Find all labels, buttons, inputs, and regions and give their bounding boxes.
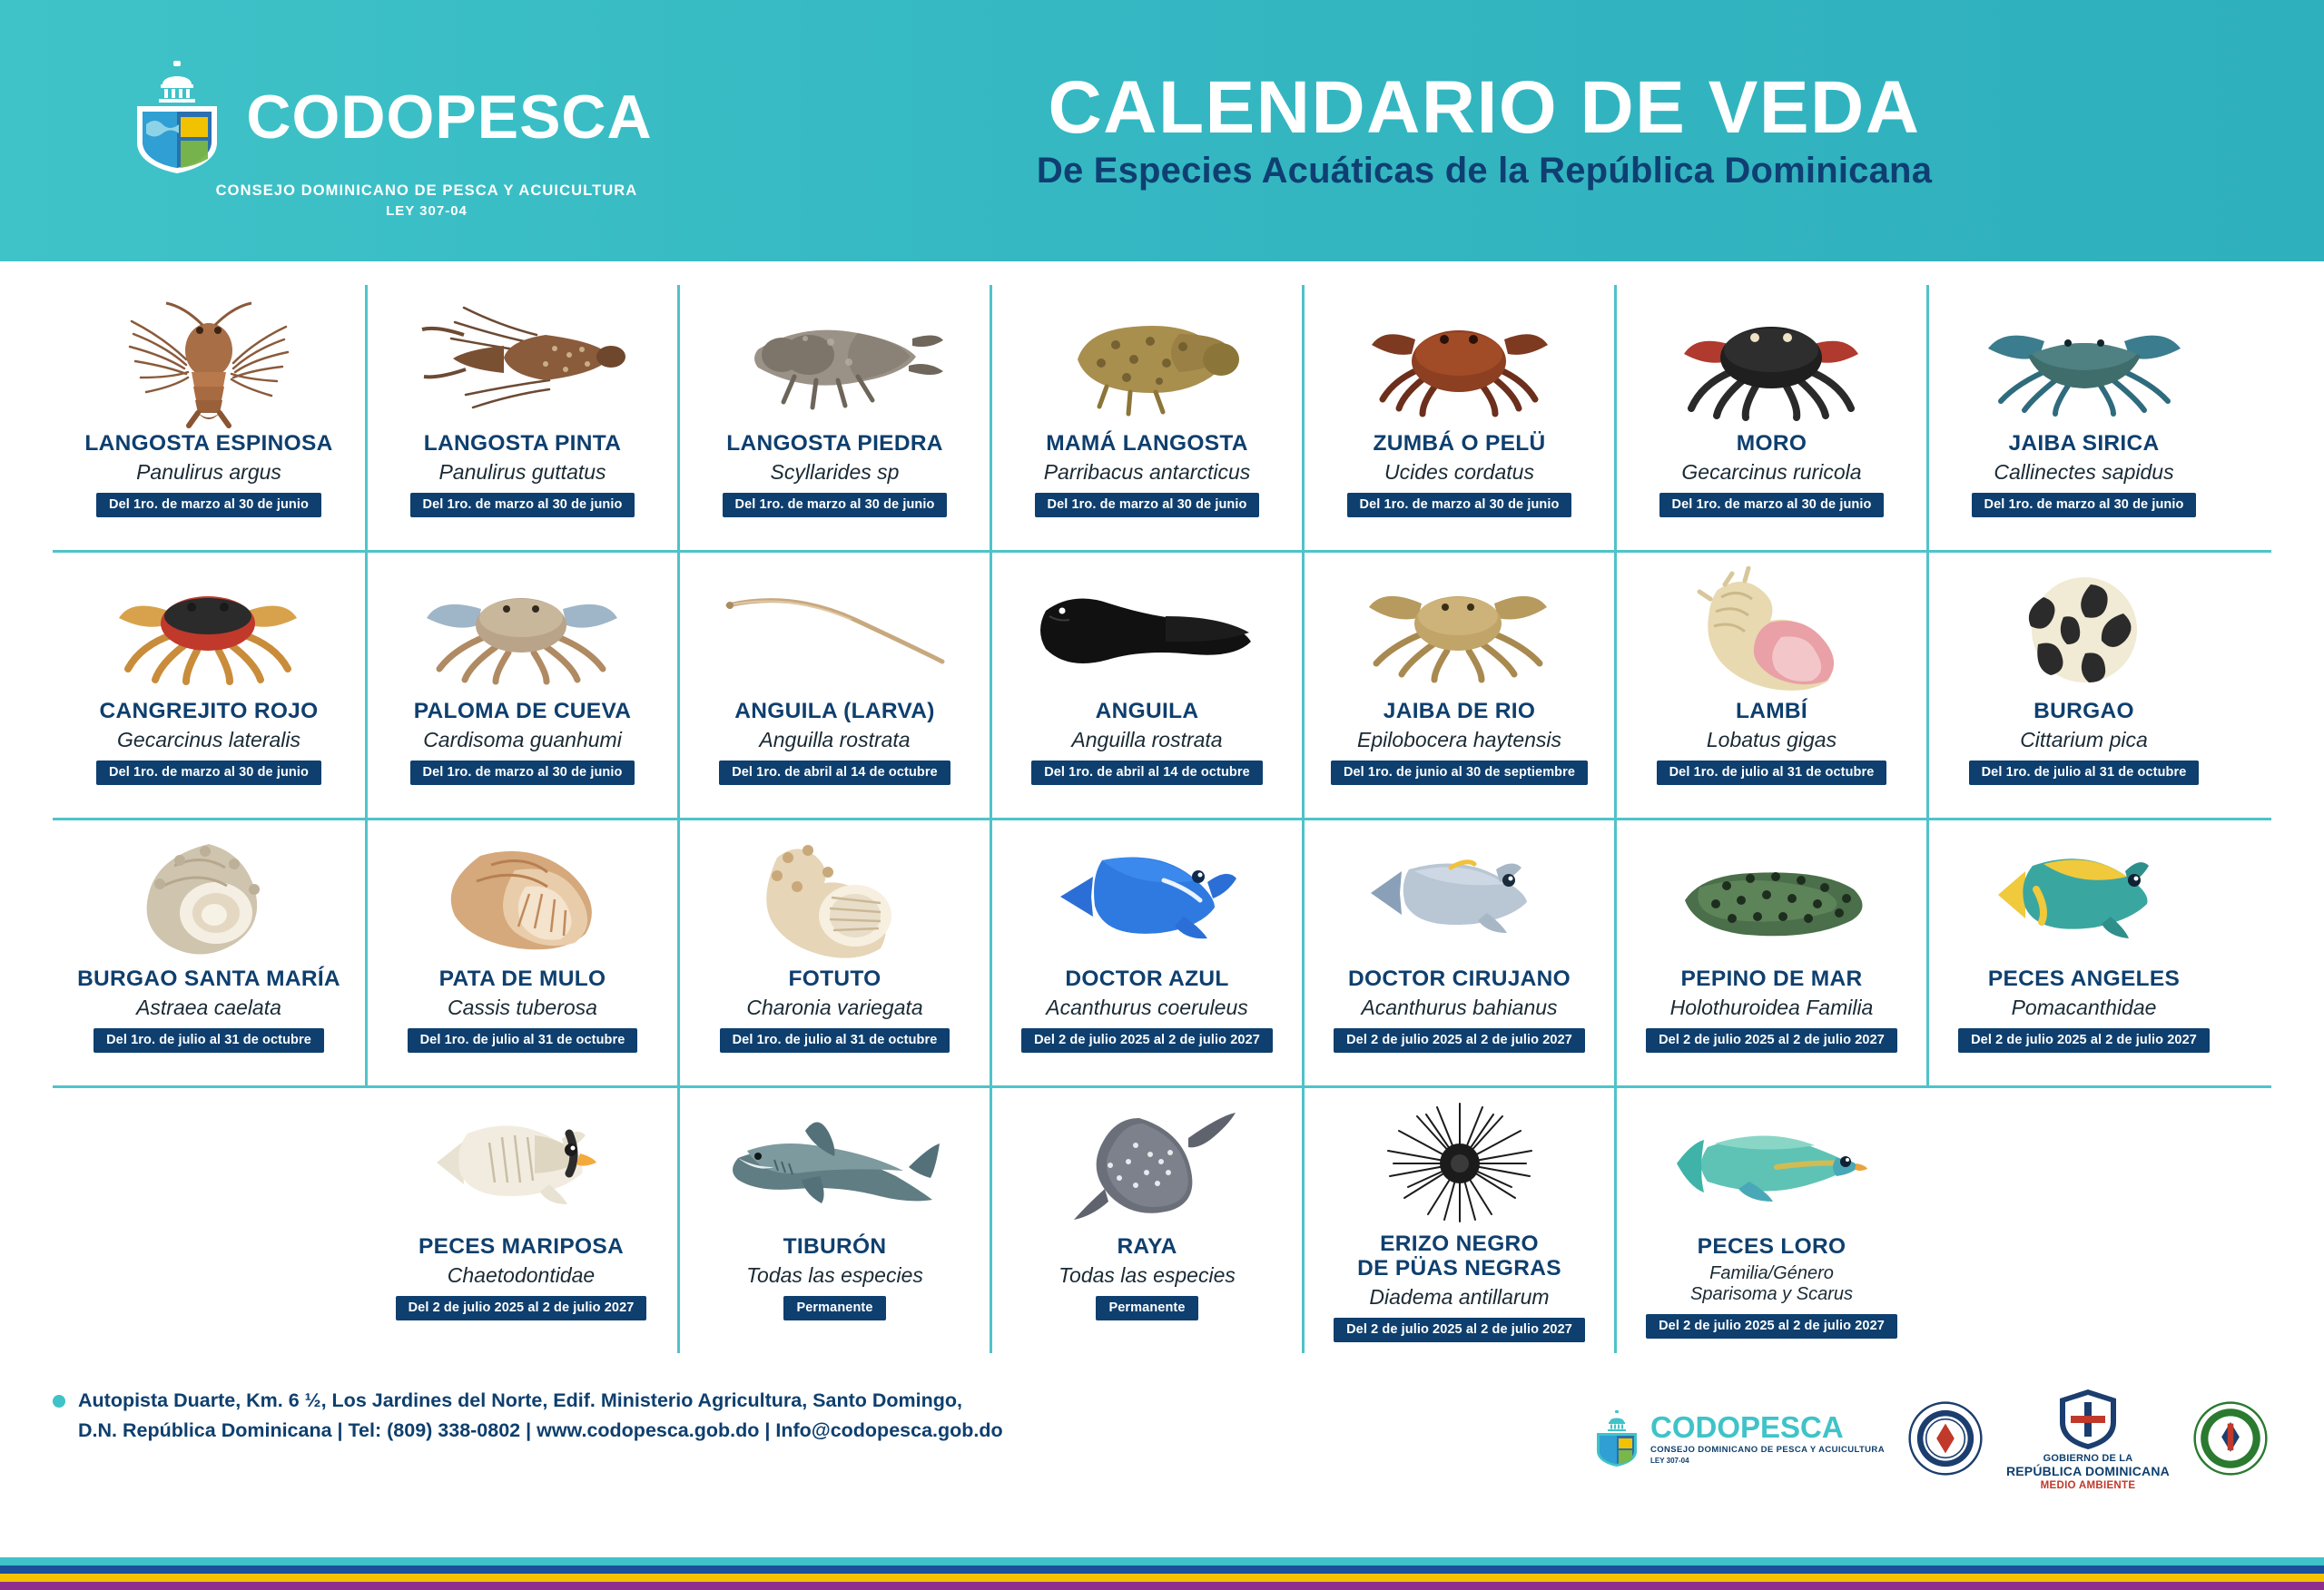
- species-scientific-name: Familia/Género Sparisoma y Scarus: [1690, 1262, 1853, 1304]
- closure-period-badge: Del 2 de julio 2025 al 2 de julio 2027: [1958, 1028, 2210, 1053]
- species-card: [990, 285, 1302, 550]
- species-scientific-name: Astraea caelata: [136, 995, 281, 1019]
- species-scientific-name: Gecarcinus lateralis: [117, 727, 300, 751]
- fish-blue-tang-icon: [998, 829, 1296, 966]
- species-scientific-name: Todas las especies: [1059, 1262, 1236, 1287]
- gov-line-2: REPÚBLICA DOMINICANA: [2005, 1464, 2170, 1478]
- closure-period-badge: Permanente: [1096, 1296, 1197, 1320]
- urchin-icon: [1310, 1097, 1609, 1231]
- footer-brand-subtitle: CONSEJO DOMINICANO DE PESCA Y ACUICULTURA: [1649, 1445, 1885, 1455]
- species-card: [1614, 1088, 1926, 1353]
- closure-period-badge: Del 1ro. de marzo al 30 de junio: [1035, 493, 1260, 517]
- species-common-name: ANGUILA: [1095, 699, 1199, 723]
- fish-parrot-icon: [1622, 1097, 1921, 1233]
- ray-icon: [998, 1097, 1296, 1233]
- footer-logos: [1592, 1386, 2271, 1491]
- species-scientific-name: Panulirus argus: [136, 459, 281, 484]
- species-common-name: ERIZO NEGRO DE PÜAS NEGRAS: [1357, 1231, 1561, 1281]
- closure-period-badge: Del 1ro. de marzo al 30 de junio: [410, 761, 635, 785]
- species-scientific-name: Diadema antillarum: [1369, 1284, 1550, 1309]
- crab-blue-icon: [1935, 294, 2233, 430]
- species-common-name: LANGOSTA PINTA: [423, 431, 622, 456]
- species-card: [1302, 820, 1614, 1085]
- closure-period-badge: Del 1ro. de julio al 31 de octubre: [1657, 761, 1887, 785]
- species-scientific-name: Scyllarides sp: [770, 459, 900, 484]
- address-line-1: Autopista Duarte, Km. 6 ½, Los Jardines del Norte, Edif. Ministerio Agricultura, Santo Domingo,: [78, 1389, 962, 1411]
- species-scientific-name: Acanthurus bahianus: [1361, 995, 1558, 1019]
- page-header: [0, 0, 2324, 261]
- species-common-name: DOCTOR CIRUJANO: [1348, 967, 1571, 991]
- species-card: [1926, 553, 2239, 818]
- triton-shell-icon: [685, 829, 984, 966]
- species-common-name: LAMBÍ: [1735, 699, 1808, 723]
- closure-period-badge: Del 1ro. de julio al 31 de octubre: [94, 1028, 324, 1053]
- species-card: [677, 285, 990, 550]
- dominican-crest-icon: [2054, 1386, 2122, 1453]
- brand-law: LEY 307-04: [386, 203, 468, 219]
- environment-seal-icon: [2193, 1401, 2268, 1476]
- shark-icon: [685, 1097, 984, 1233]
- codopesca-shield-icon: [128, 59, 226, 175]
- species-card: [365, 285, 677, 550]
- closure-period-badge: Del 1ro. de marzo al 30 de junio: [1659, 493, 1885, 517]
- species-scientific-name: Epilobocera haytensis: [1356, 727, 1562, 751]
- bottom-color-bars: [0, 1557, 2324, 1590]
- codopesca-shield-icon-small: [1592, 1409, 1641, 1467]
- closure-period-badge: Del 1ro. de julio al 31 de octubre: [1969, 761, 2200, 785]
- species-common-name: PATA DE MULO: [438, 967, 606, 991]
- species-card: [1302, 553, 1614, 818]
- codopesca-brand: [0, 43, 781, 219]
- species-scientific-name: Anguilla rostrata: [759, 727, 911, 751]
- color-bar-2: [0, 1565, 2324, 1574]
- armada-seal-icon: [1908, 1401, 1983, 1476]
- species-card: [1614, 820, 1926, 1085]
- species-common-name: PEPINO DE MAR: [1680, 967, 1863, 991]
- species-common-name: JAIBA SIRICA: [2008, 431, 2160, 456]
- species-scientific-name: Charonia variegata: [746, 995, 923, 1019]
- lobster-mother-icon: [998, 294, 1296, 430]
- species-card: [1926, 820, 2239, 1085]
- species-card: [53, 285, 365, 550]
- species-grid: [0, 261, 2324, 1353]
- closure-period-badge: Del 1ro. de marzo al 30 de junio: [1347, 493, 1572, 517]
- species-row: [53, 285, 2271, 550]
- species-card: [53, 553, 365, 818]
- species-common-name: BURGAO SANTA MARÍA: [77, 967, 340, 991]
- closure-period-badge: Del 1ro. de abril al 14 de octubre: [1031, 761, 1263, 785]
- species-card: [1302, 1088, 1614, 1353]
- footer-brand-law: LEY 307-04: [1649, 1457, 1689, 1465]
- lobster-spotted-icon: [373, 294, 672, 430]
- crab-red-icon: [1310, 294, 1609, 430]
- species-card: [53, 820, 365, 1085]
- species-card: [365, 553, 677, 818]
- species-common-name: JAIBA DE RIO: [1383, 699, 1536, 723]
- species-scientific-name: Holothuroidea Familia: [1669, 995, 1874, 1019]
- species-common-name: ANGUILA (LARVA): [734, 699, 935, 723]
- species-row: [53, 550, 2271, 818]
- closure-period-badge: Del 1ro. de marzo al 30 de junio: [723, 493, 948, 517]
- species-common-name: PECES MARIPOSA: [418, 1234, 625, 1259]
- species-row: [53, 1085, 2271, 1353]
- species-card: [1614, 553, 1926, 818]
- government-logo: [2006, 1386, 2170, 1491]
- species-card: [1302, 285, 1614, 550]
- closure-period-badge: Del 2 de julio 2025 al 2 de julio 2027: [1334, 1318, 1585, 1342]
- closure-period-badge: Del 2 de julio 2025 al 2 de julio 2027: [1646, 1028, 1897, 1053]
- closure-period-badge: Del 2 de julio 2025 al 2 de julio 2027: [396, 1296, 647, 1320]
- species-scientific-name: Chaetodontidae: [447, 1262, 596, 1287]
- empty-cell: [53, 1088, 365, 1353]
- closure-period-badge: Del 1ro. de julio al 31 de octubre: [720, 1028, 950, 1053]
- closure-period-badge: Del 1ro. de marzo al 30 de junio: [410, 493, 635, 517]
- species-common-name: ZUMBÁ O PELÜ: [1373, 431, 1546, 456]
- species-scientific-name: Parribacus antarcticus: [1043, 459, 1251, 484]
- contact-address: [53, 1386, 1003, 1447]
- species-card: [1926, 285, 2239, 550]
- species-scientific-name: Panulirus guttatus: [438, 459, 606, 484]
- species-common-name: TIBURÓN: [783, 1234, 887, 1259]
- species-card: [990, 820, 1302, 1085]
- species-scientific-name: Cardisoma guanhumi: [423, 727, 622, 751]
- species-card: [990, 1088, 1302, 1353]
- species-scientific-name: Lobatus gigas: [1706, 727, 1837, 751]
- species-card: [365, 1088, 677, 1353]
- crab-cave-icon: [373, 562, 672, 698]
- species-common-name: FOTUTO: [788, 967, 881, 991]
- gov-line-1: GOBIERNO DE LA: [2043, 1453, 2133, 1464]
- species-scientific-name: Ucides cordatus: [1384, 459, 1534, 484]
- color-bar-1: [0, 1557, 2324, 1565]
- closure-period-badge: Del 1ro. de marzo al 30 de junio: [96, 493, 321, 517]
- closure-period-badge: Del 1ro. de marzo al 30 de junio: [1972, 493, 2197, 517]
- species-card: [677, 820, 990, 1085]
- species-scientific-name: Cassis tuberosa: [448, 995, 597, 1019]
- species-common-name: MORO: [1736, 431, 1807, 456]
- species-common-name: MAMÁ LANGOSTA: [1046, 431, 1248, 456]
- snail-santamaria-icon: [58, 829, 359, 966]
- helmet-shell-icon: [373, 829, 672, 966]
- fish-surgeon-icon: [1310, 829, 1609, 966]
- species-card: [677, 1088, 990, 1353]
- closure-period-badge: Del 2 de julio 2025 al 2 de julio 2027: [1646, 1314, 1897, 1339]
- sea-cucumber-icon: [1622, 829, 1921, 966]
- species-card: [677, 553, 990, 818]
- species-scientific-name: Pomacanthidae: [2011, 995, 2157, 1019]
- closure-period-badge: Permanente: [783, 1296, 885, 1320]
- species-scientific-name: Todas las especies: [746, 1262, 923, 1287]
- lobster-spiny-icon: [58, 294, 359, 430]
- species-scientific-name: Anguilla rostrata: [1071, 727, 1223, 751]
- species-scientific-name: Cittarium pica: [2020, 727, 2148, 751]
- species-common-name: PECES LORO: [1697, 1234, 1846, 1259]
- species-common-name: PALOMA DE CUEVA: [413, 699, 632, 723]
- page-title-block: [781, 65, 2324, 192]
- eel-icon: [998, 562, 1296, 698]
- closure-period-badge: Del 1ro. de marzo al 30 de junio: [96, 761, 321, 785]
- species-common-name: DOCTOR AZUL: [1065, 967, 1229, 991]
- species-common-name: RAYA: [1117, 1234, 1177, 1259]
- closure-period-badge: Del 2 de julio 2025 al 2 de julio 2027: [1021, 1028, 1273, 1053]
- footer-codopesca-logo: [1592, 1409, 1885, 1467]
- empty-cell: [1926, 1088, 2239, 1353]
- brand-wordmark: CODOPESCA: [246, 83, 653, 152]
- lobster-slipper-icon: [685, 294, 984, 430]
- species-card: [990, 553, 1302, 818]
- closure-period-badge: Del 1ro. de junio al 30 de septiembre: [1331, 761, 1588, 785]
- fish-angel-icon: [1935, 829, 2233, 966]
- species-card: [365, 820, 677, 1085]
- species-row: [53, 818, 2271, 1085]
- fish-butterfly-icon: [370, 1097, 672, 1233]
- gov-line-3: MEDIO AMBIENTE: [2040, 1480, 2136, 1491]
- address-line-2: D.N. República Dominicana | Tel: (809) 338-0802 | www.codopesca.gob.do | Info@codopesca.gob.do: [78, 1419, 1003, 1442]
- closure-period-badge: Del 1ro. de abril al 14 de octubre: [719, 761, 950, 785]
- species-common-name: CANGREJITO ROJO: [99, 699, 319, 723]
- eel-larva-icon: [685, 562, 984, 698]
- crab-black-icon: [1622, 294, 1921, 430]
- color-bar-4: [0, 1582, 2324, 1590]
- species-scientific-name: Callinectes sapidus: [1994, 459, 2174, 484]
- species-scientific-name: Acanthurus coeruleus: [1046, 995, 1248, 1019]
- species-common-name: LANGOSTA ESPINOSA: [84, 431, 333, 456]
- bullet-icon: [53, 1395, 65, 1408]
- species-scientific-name: Gecarcinus ruricola: [1681, 459, 1862, 484]
- brand-subtitle: CONSEJO DOMINICANO DE PESCA Y ACUICULTURA: [215, 182, 638, 199]
- crab-river-icon: [1310, 562, 1609, 698]
- species-common-name: LANGOSTA PIEDRA: [726, 431, 943, 456]
- footer-brand-wordmark: CODOPESCA: [1649, 1410, 1844, 1444]
- species-card: [1614, 285, 1926, 550]
- page-footer: [0, 1386, 2324, 1491]
- page-subtitle: De Especies Acuáticas de la República Dominicana: [1036, 151, 1933, 191]
- conch-icon: [1622, 562, 1921, 698]
- species-common-name: BURGAO: [2034, 699, 2134, 723]
- snail-burgao-icon: [1935, 562, 2233, 698]
- color-bar-3: [0, 1574, 2324, 1582]
- closure-period-badge: Del 2 de julio 2025 al 2 de julio 2027: [1334, 1028, 1585, 1053]
- closure-period-badge: Del 1ro. de julio al 31 de octubre: [408, 1028, 638, 1053]
- species-common-name: PECES ANGELES: [1987, 967, 2181, 991]
- crab-little-red-icon: [58, 562, 359, 698]
- page-title: CALENDARIO DE VEDA: [1048, 65, 1921, 149]
